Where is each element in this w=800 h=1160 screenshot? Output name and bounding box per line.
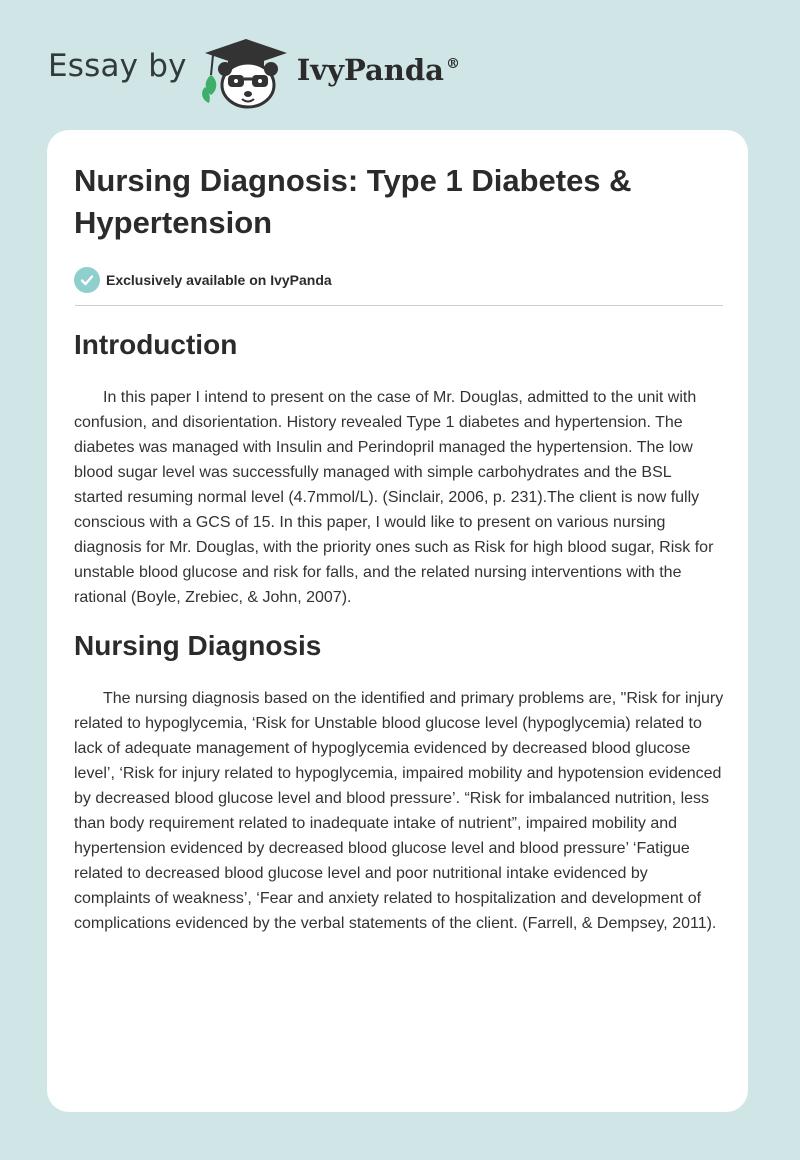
section-paragraph-nursing-diagnosis: The nursing diagnosis based on the identified and primary problems are, "Risk for injury related to hypoglycemia, ‘Risk for Unstable blood glucose level (hypoglycemia) related to lack of adequate management of hypoglycemia evidenced by decreased blood glucose level’, ‘Risk for injury related to hypoglycemia, impaired mobility and hypotension evidenced by decreased blood glucose level and blood pressure’. “Risk for imbalanced nutrition, less than body requirement related to inadequate intake of nutrient”, impaired mobility and hypertension evidenced by decreased blood glucose level and blood pressure’ ‘Fatigue related to decreased blood glucose level and poor nutritional intake evidenced by complaints of weakness’, ‘Fear and anxiety related to hospitalization and development of complications evidenced by the verbal statements of the client. (Farrell, & Dempsey, 2011). [74, 690, 724, 932]
exclusive-badge [74, 266, 724, 294]
checkmark-glyph-icon [80, 273, 94, 287]
title-divider [75, 305, 723, 306]
exclusive-label: Exclusively available on IvyPanda [106, 272, 332, 288]
panda-graduate-logo-icon [201, 37, 291, 111]
check-icon [74, 267, 100, 293]
registered-mark: ® [445, 56, 460, 72]
essay-card [47, 130, 748, 1112]
brand-name [297, 53, 460, 87]
essay-content [74, 160, 724, 936]
section-heading-nursing-diagnosis: Nursing Diagnosis [74, 630, 322, 661]
brand-header [48, 34, 460, 114]
brand-prefix: Essay by [48, 48, 187, 84]
page-title: Nursing Diagnosis: Type 1 Diabetes & Hypertension [74, 163, 632, 240]
section-heading-introduction: Introduction [74, 329, 238, 360]
section-paragraph-introduction: In this paper I intend to present on the case of Mr. Douglas, admitted to the unit with confusion, and disorientation. History revealed Type 1 diabetes and hypertension. The diabetes was managed with Insulin and Perindopril managed the hypertension. The low blood sugar level was successfully managed with simple carbohydrates and the BSL started resuming normal level (4.7mmol/L). (Sinclair, 2006, p. 231).The client is now fully conscious with a GCS of 15. In this paper, I would like to present on various nursing diagnosis for Mr. Douglas, with the priority ones such as Risk for high blood sugar, Risk for unstable blood glucose and risk for falls, and the related nursing interventions with the rational (Boyle, Zrebiec, & John, 2007). [74, 389, 714, 606]
brand-name-text: IvyPanda [296, 53, 444, 87]
